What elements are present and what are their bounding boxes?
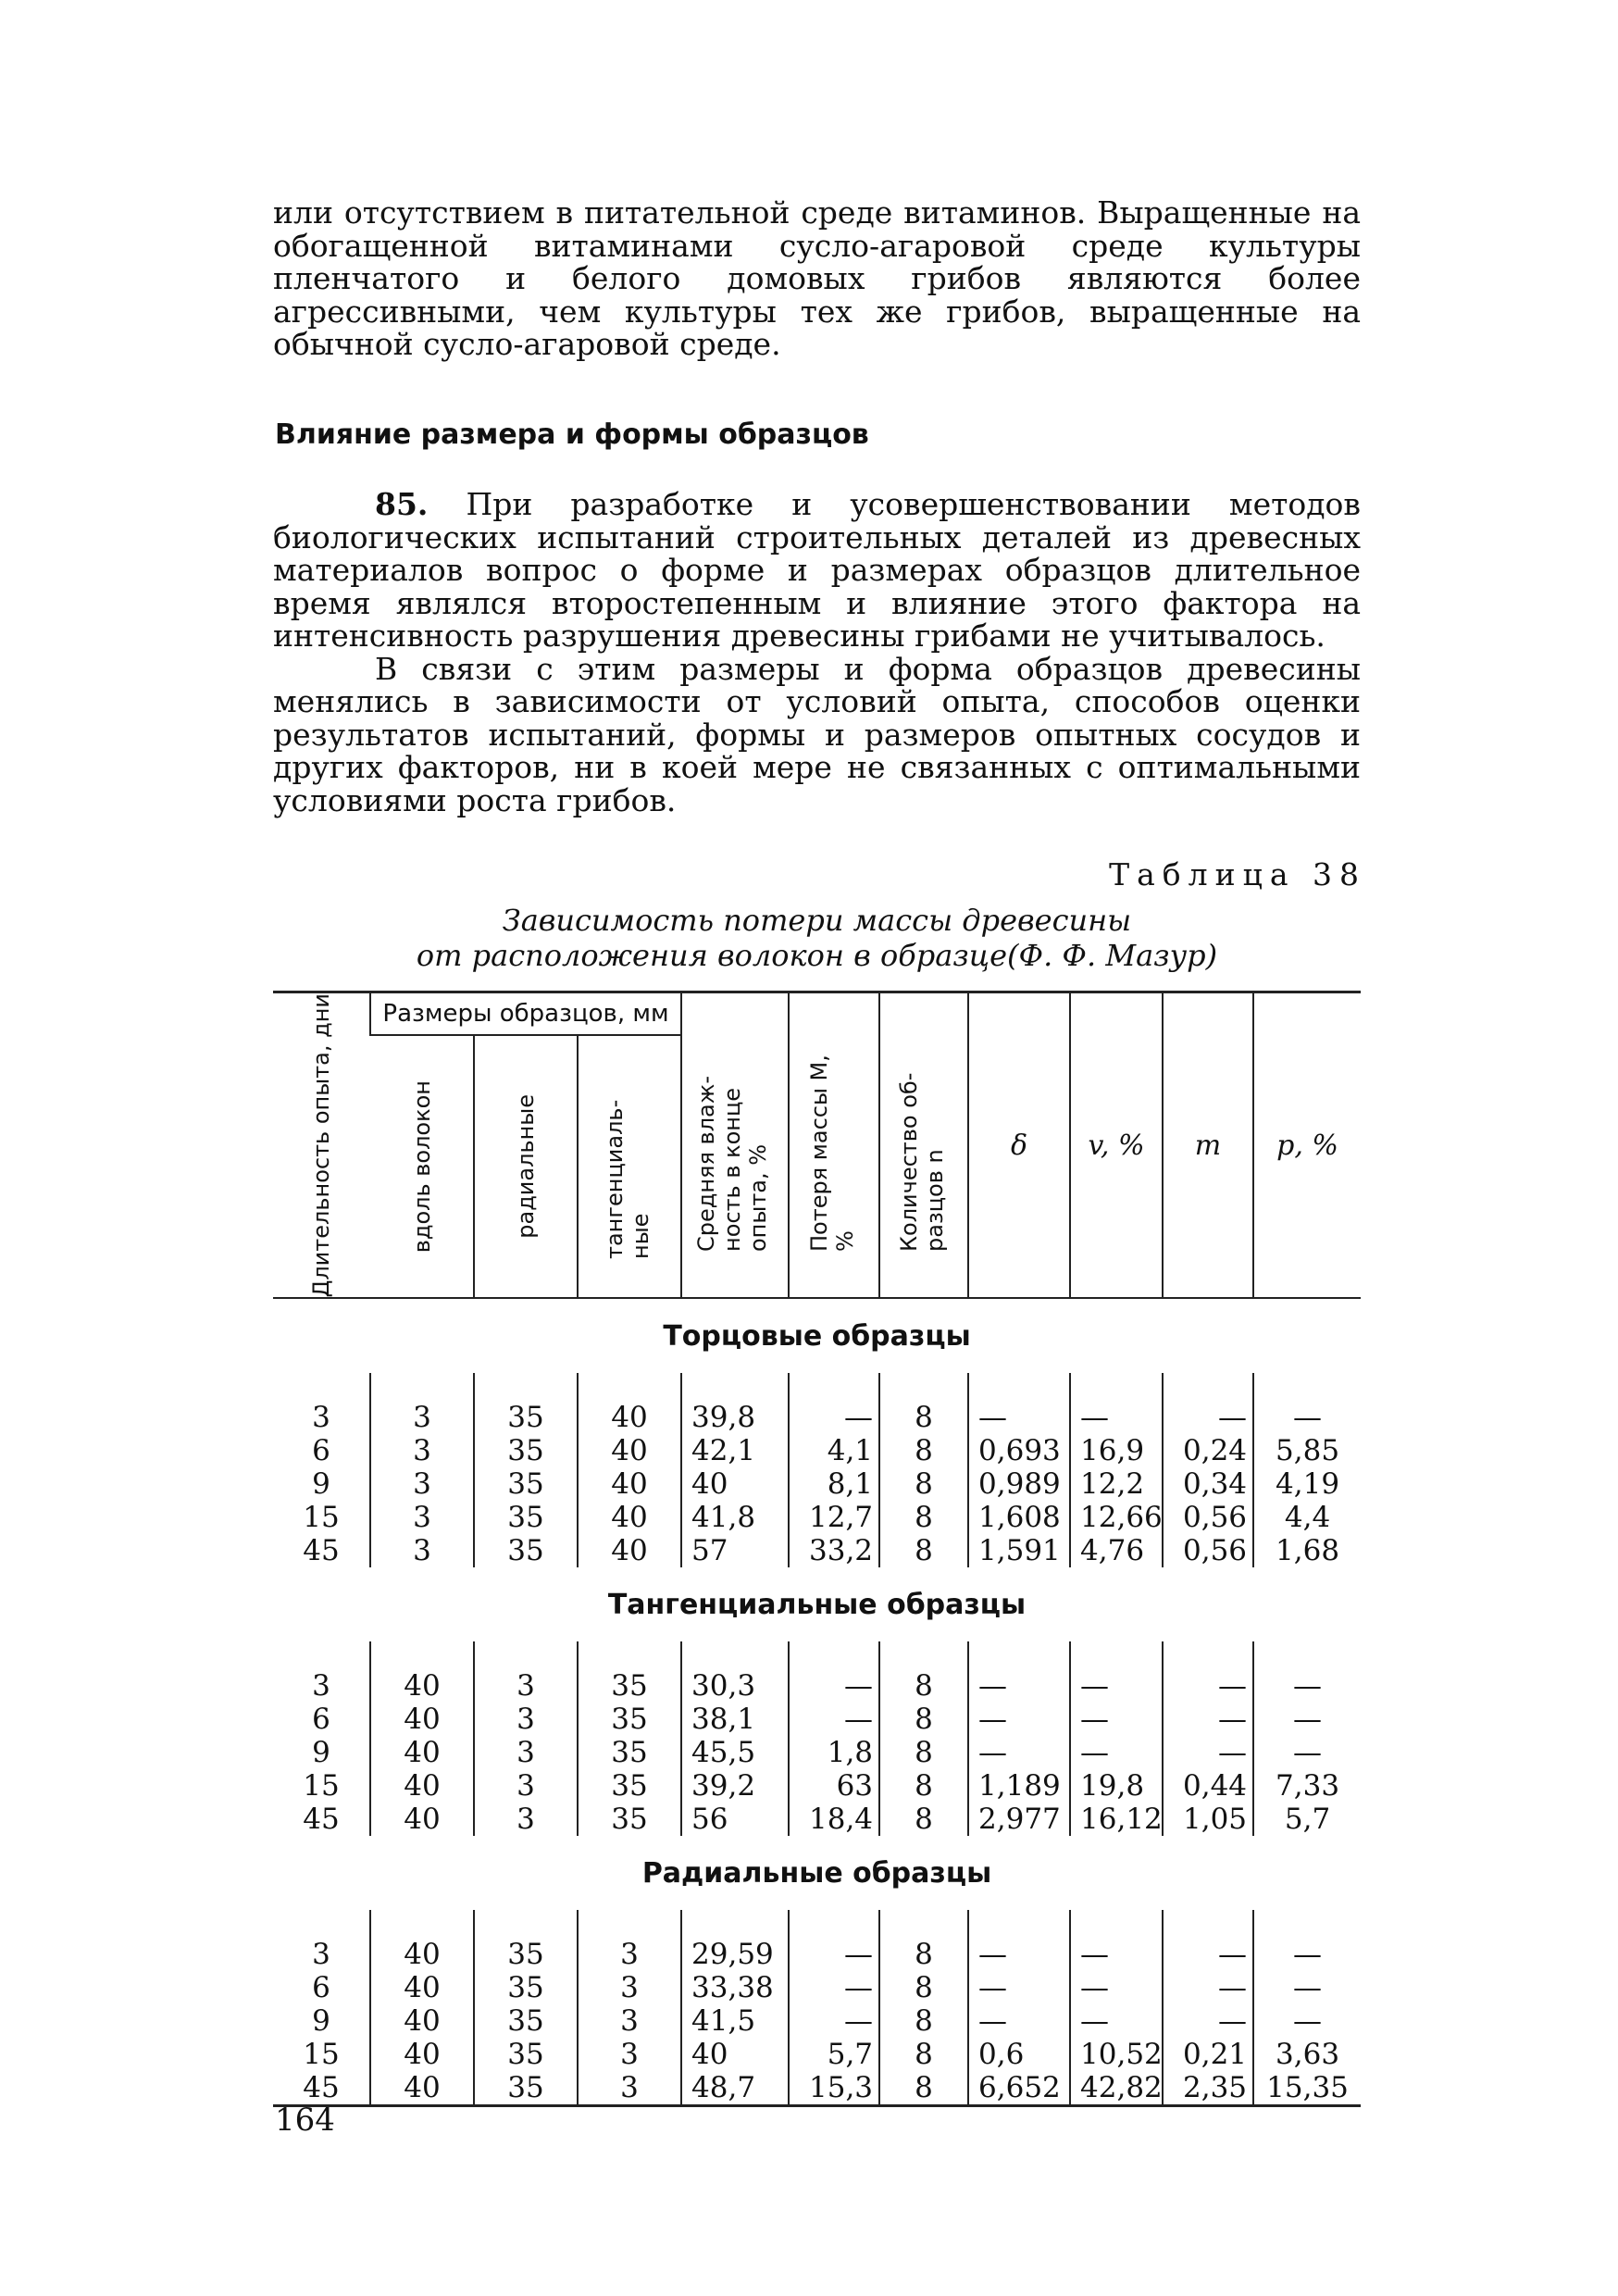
table-cell: 0,6 <box>968 2038 1070 2071</box>
spacer-cell <box>879 1910 968 1938</box>
table-cell: 9 <box>312 1467 330 1502</box>
table-cell: — <box>1070 1401 1163 1434</box>
data-table <box>273 991 1361 2104</box>
table-cell: 8 <box>879 1938 968 1971</box>
table-cell: — <box>1253 2004 1361 2038</box>
table-cell: 3 <box>312 1401 330 1435</box>
table-cell: 3 <box>578 2004 681 2038</box>
table-cell: 7,33 <box>1253 1769 1361 1803</box>
table-cell: 38,1 <box>681 1703 789 1736</box>
header-duration: Длительность опыта, дни <box>273 992 370 1299</box>
spacer-cell <box>1070 1373 1163 1401</box>
table-cell: 9 <box>312 2004 330 2039</box>
spacer-cell <box>1253 1910 1361 1938</box>
table-cell: 8 <box>879 1971 968 2004</box>
table-cell: — <box>789 1669 879 1703</box>
table-cell: 1,05 <box>1163 1803 1253 1836</box>
spacer-cell <box>578 1641 681 1669</box>
table-cell: 8,1 <box>789 1467 879 1501</box>
caption-line: от расположения волокон в образце(Ф. Ф. Мазур) <box>416 938 1218 973</box>
table-cell: 35 <box>474 1971 578 2004</box>
section-heading: Влияние размера и формы образцов <box>275 418 869 451</box>
table-cell: 1,8 <box>789 1736 879 1769</box>
table-cell: 1,608 <box>968 1501 1070 1534</box>
table-cell: — <box>1253 1736 1361 1769</box>
table-cell: 40 <box>578 1401 681 1434</box>
table-cell: 45 <box>303 1803 340 1837</box>
table-cell: 30,3 <box>681 1669 789 1703</box>
table-cell: 8 <box>879 1534 968 1567</box>
table-cell: — <box>1253 1703 1361 1736</box>
table-cell: 41,8 <box>681 1501 789 1534</box>
table-cell: 6 <box>312 1703 330 1737</box>
table-cell: 40 <box>370 1938 474 1971</box>
table-cell: 40 <box>681 2038 789 2071</box>
spacer-cell <box>879 1373 968 1401</box>
table-row <box>273 1534 1361 1567</box>
table-cell: 40 <box>681 1467 789 1501</box>
table-cell: — <box>1163 1703 1253 1736</box>
table-cell: 15 <box>303 1501 340 1535</box>
table-label: Таблица 38 <box>1109 856 1366 892</box>
section-title: Радиальные образцы <box>641 1856 992 1890</box>
table-cell: 3 <box>370 1501 474 1534</box>
table-cell: 35 <box>578 1803 681 1836</box>
table-cell: — <box>789 1971 879 2004</box>
table-cell: 15,3 <box>789 2071 879 2104</box>
table-cell: 3 <box>312 1938 330 1972</box>
table-cell: 3 <box>578 2038 681 2071</box>
table-cell: — <box>968 2004 1070 2038</box>
table-cell: 1,591 <box>968 1534 1070 1567</box>
spacer-cell <box>681 1641 789 1669</box>
table-cell: 40 <box>370 1736 474 1769</box>
header-radial: радиальные <box>474 1035 578 1298</box>
table-cell: 9 <box>312 1736 330 1770</box>
table-cell: 12,7 <box>789 1501 879 1534</box>
table-cell: 18,4 <box>789 1803 879 1836</box>
table-row <box>273 1501 1361 1534</box>
header-m: m <box>1163 992 1253 1299</box>
table-cell: 4,76 <box>1070 1534 1163 1567</box>
table-cell: — <box>1163 2004 1253 2038</box>
table-cell: 8 <box>879 2038 968 2071</box>
header-sizes-group: Размеры образцов, мм <box>370 992 681 1036</box>
data-table-container <box>273 991 1361 2107</box>
table-cell: 15,35 <box>1253 2071 1361 2104</box>
table-cell: 33,2 <box>789 1534 879 1567</box>
table-cell: 3 <box>578 1971 681 2004</box>
section-spacer <box>273 1641 1361 1669</box>
table-cell: 8 <box>879 1769 968 1803</box>
table-cell: 35 <box>474 2071 578 2104</box>
table-cell: 35 <box>474 1401 578 1434</box>
header-count: Количество об-разцов n <box>879 992 968 1299</box>
spacer-cell <box>474 1910 578 1938</box>
table-cell: 3 <box>474 1736 578 1769</box>
table-cell: 3 <box>474 1669 578 1703</box>
table-cell: 10,52 <box>1070 2038 1163 2071</box>
table-cell: — <box>789 1703 879 1736</box>
table-row <box>273 2004 1361 2038</box>
table-row <box>273 1467 1361 1501</box>
section-title: Тангенциальные образцы <box>607 1588 1027 1621</box>
table-row <box>273 1803 1361 1836</box>
table-cell: 35 <box>474 2004 578 2038</box>
table-cell: 2,977 <box>968 1803 1070 1836</box>
table-cell: — <box>1070 1669 1163 1703</box>
continued-paragraph <box>273 196 1361 361</box>
table-cell: 6 <box>312 1971 330 2005</box>
table-cell: 40 <box>578 1534 681 1567</box>
table-cell: 8 <box>879 1401 968 1434</box>
table-cell: 12,66 <box>1070 1501 1163 1534</box>
header-delta: δ <box>968 992 1070 1299</box>
table-cell: — <box>1163 1971 1253 2004</box>
table-cell: — <box>968 1401 1070 1434</box>
section-title: Торцовые образцы <box>663 1319 971 1353</box>
table-row <box>273 1434 1361 1467</box>
header-mass-loss: Потеря массы М, % <box>789 992 879 1299</box>
table-cell: 15 <box>303 2038 340 2072</box>
table-cell: — <box>789 2004 879 2038</box>
table-cell: — <box>968 1703 1070 1736</box>
table-cell: 57 <box>681 1534 789 1567</box>
table-row <box>273 1971 1361 2004</box>
spacer-cell <box>789 1641 879 1669</box>
table-cell: 40 <box>370 1803 474 1836</box>
table-cell: 35 <box>474 1467 578 1501</box>
table-cell: 40 <box>370 2004 474 2038</box>
table-cell: 35 <box>474 1501 578 1534</box>
table-cell: 5,7 <box>789 2038 879 2071</box>
table-cell: — <box>789 1938 879 1971</box>
spacer-cell <box>1163 1641 1253 1669</box>
table-cell: 3 <box>578 1938 681 1971</box>
table-cell: 3 <box>370 1401 474 1434</box>
table-cell: 42,82 <box>1070 2071 1163 2104</box>
table-cell: 8 <box>879 2004 968 2038</box>
spacer-cell <box>1163 1910 1253 1938</box>
spacer-cell <box>1070 1910 1163 1938</box>
table-cell: — <box>1163 1669 1253 1703</box>
table-row <box>273 1401 1361 1434</box>
table-cell: — <box>1070 1703 1163 1736</box>
table-cell: — <box>1070 2004 1163 2038</box>
table-row <box>273 1938 1361 1971</box>
spacer-cell <box>879 1641 968 1669</box>
table-cell: 2,35 <box>1163 2071 1253 2104</box>
table-cell: 6,652 <box>968 2071 1070 2104</box>
table-cell: 33,38 <box>681 1971 789 2004</box>
section-title-row <box>273 1298 1361 1373</box>
paragraph-text: В связи с этим размеры и форма образцов древесины менялись в зависимости от условий опыта, способов оценки результатов испытаний, формы и размеров опытных сосудов и других факторов, ни в коей мере не связанных с оптимальными условиями роста грибов. <box>273 650 1361 818</box>
table-cell: 3 <box>312 1669 330 1703</box>
spacer-cell <box>474 1641 578 1669</box>
table-cell: 8 <box>879 1803 968 1836</box>
table-cell: 3 <box>474 1703 578 1736</box>
table-cell: — <box>1253 1971 1361 2004</box>
section-title-row <box>273 1836 1361 1910</box>
table-cell: 16,9 <box>1070 1434 1163 1467</box>
spacer-cell <box>1253 1641 1361 1669</box>
table-cell: 39,2 <box>681 1769 789 1803</box>
table-body <box>273 1298 1361 2104</box>
spacer-cell <box>968 1910 1070 1938</box>
table-cell: 6 <box>312 1434 330 1468</box>
table-cell: 40 <box>370 2071 474 2104</box>
table-cell: 5,85 <box>1253 1434 1361 1467</box>
table-cell: 1,189 <box>968 1769 1070 1803</box>
table-cell: 35 <box>578 1669 681 1703</box>
spacer-cell <box>273 1373 370 1401</box>
table-cell: 40 <box>370 1669 474 1703</box>
table-cell: 40 <box>370 2038 474 2071</box>
table-cell: 35 <box>474 1938 578 1971</box>
paragraph-text: При разработке и усовершенствовании методов биологических испытаний строительных деталей из древесных материалов вопрос о форме и размерах образцов длительное время являлся второстепенным и влияние этого фактора на интенсивность разрушения древесины грибами не учитывалось. <box>273 486 1361 654</box>
paragraph-85 <box>273 488 1361 817</box>
table-cell: 3 <box>370 1534 474 1567</box>
table-cell: 8 <box>879 2071 968 2104</box>
table-bottom-rule <box>273 2104 1361 2107</box>
table-cell: 4,4 <box>1253 1501 1361 1534</box>
header-v: v, % <box>1070 992 1163 1299</box>
table-cell: 3 <box>370 1467 474 1501</box>
caption-line: Зависимость потери массы древесины <box>502 903 1132 938</box>
table-cell: 35 <box>578 1769 681 1803</box>
table-cell: 8 <box>879 1669 968 1703</box>
table-row <box>273 1736 1361 1769</box>
table-cell: — <box>968 1736 1070 1769</box>
table-cell: — <box>789 1401 879 1434</box>
table-cell: 0,24 <box>1163 1434 1253 1467</box>
table-cell: 29,59 <box>681 1938 789 1971</box>
section-title-row <box>273 1567 1361 1641</box>
table-cell: — <box>968 1971 1070 2004</box>
table-cell: 8 <box>879 1703 968 1736</box>
table-cell: 39,8 <box>681 1401 789 1434</box>
table-cell: 8 <box>879 1501 968 1534</box>
header-tangential: тангенциаль-ные <box>578 1035 681 1298</box>
table-cell: 40 <box>578 1501 681 1534</box>
spacer-cell <box>370 1373 474 1401</box>
table-cell: 40 <box>370 1703 474 1736</box>
table-cell: 3 <box>578 2071 681 2104</box>
spacer-cell <box>474 1373 578 1401</box>
spacer-cell <box>968 1373 1070 1401</box>
table-cell: 45,5 <box>681 1736 789 1769</box>
section-spacer <box>273 1910 1361 1938</box>
table-cell: — <box>1070 1971 1163 2004</box>
table-cell: 40 <box>370 1769 474 1803</box>
table-cell: 41,5 <box>681 2004 789 2038</box>
section-spacer <box>273 1373 1361 1401</box>
paragraph-number: 85. <box>375 486 429 522</box>
header-along-fibers: вдоль волокон <box>370 1035 474 1298</box>
spacer-cell <box>273 1641 370 1669</box>
spacer-cell <box>789 1910 879 1938</box>
table-cell: 63 <box>789 1769 879 1803</box>
table-cell: 1,68 <box>1253 1534 1361 1567</box>
table-row <box>273 2038 1361 2071</box>
table-cell: 8 <box>879 1467 968 1501</box>
spacer-cell <box>370 1910 474 1938</box>
table-cell: — <box>1163 1736 1253 1769</box>
table-cell: 0,34 <box>1163 1467 1253 1501</box>
spacer-cell <box>681 1373 789 1401</box>
table-row <box>273 2071 1361 2104</box>
table-cell: 8 <box>879 1434 968 1467</box>
table-cell: — <box>1253 1938 1361 1971</box>
table-cell: 4,19 <box>1253 1467 1361 1501</box>
table-cell: 35 <box>578 1736 681 1769</box>
table-cell: — <box>1163 1938 1253 1971</box>
table-cell: 0,693 <box>968 1434 1070 1467</box>
table-cell: 40 <box>578 1434 681 1467</box>
table-cell: 35 <box>578 1703 681 1736</box>
spacer-cell <box>681 1910 789 1938</box>
table-cell: 5,7 <box>1253 1803 1361 1836</box>
table-cell: — <box>1253 1669 1361 1703</box>
table-cell: 0,989 <box>968 1467 1070 1501</box>
table-cell: — <box>1253 1401 1361 1434</box>
spacer-cell <box>789 1373 879 1401</box>
table-cell: 35 <box>474 2038 578 2071</box>
table-cell: — <box>1163 1401 1253 1434</box>
table-cell: 0,44 <box>1163 1769 1253 1803</box>
table-cell: — <box>968 1669 1070 1703</box>
spacer-cell <box>1163 1373 1253 1401</box>
table-cell: 48,7 <box>681 2071 789 2104</box>
table-cell: 3 <box>474 1769 578 1803</box>
table-row <box>273 1769 1361 1803</box>
page-number: 164 <box>275 2102 335 2139</box>
table-cell: 15 <box>303 1769 340 1803</box>
table-cell: 45 <box>303 2071 340 2105</box>
table-cell: 40 <box>370 1971 474 2004</box>
table-cell: 16,12 <box>1070 1803 1163 1836</box>
table-cell: 35 <box>474 1434 578 1467</box>
table-cell: 56 <box>681 1803 789 1836</box>
table-cell: 0,21 <box>1163 2038 1253 2071</box>
table-cell: 3 <box>370 1434 474 1467</box>
spacer-cell <box>370 1641 474 1669</box>
spacer-cell <box>968 1641 1070 1669</box>
table-cell: 0,56 <box>1163 1501 1253 1534</box>
table-cell: 3,63 <box>1253 2038 1361 2071</box>
table-cell: — <box>968 1938 1070 1971</box>
paragraph-text: или отсутствием в питательной среде витаминов. Выращенные на обогащенной витаминами сусло-агаровой среде культуры пленчатого и белого домовых грибов являются более агрессивными, чем культуры тех же грибов, выращенные на обычной сусло-агаровой среде. <box>273 194 1361 362</box>
header-moisture: Средняя влаж-ность в конце опыта, % <box>681 992 789 1299</box>
table-cell: — <box>1070 1938 1163 1971</box>
table-cell: 19,8 <box>1070 1769 1163 1803</box>
spacer-cell <box>578 1910 681 1938</box>
table-cell: 45 <box>303 1534 340 1568</box>
table-cell: 3 <box>474 1803 578 1836</box>
table-cell: 42,1 <box>681 1434 789 1467</box>
table-cell: 12,2 <box>1070 1467 1163 1501</box>
header-p: p, % <box>1253 992 1361 1299</box>
table-cell: 0,56 <box>1163 1534 1253 1567</box>
table-cell: 40 <box>578 1467 681 1501</box>
spacer-cell <box>1070 1641 1163 1669</box>
table-cell: 35 <box>474 1534 578 1567</box>
spacer-cell <box>578 1373 681 1401</box>
table-cell: 4,1 <box>789 1434 879 1467</box>
spacer-cell <box>1253 1373 1361 1401</box>
table-caption <box>273 903 1361 973</box>
table-cell: 8 <box>879 1736 968 1769</box>
table-row <box>273 1703 1361 1736</box>
table-cell: — <box>1070 1736 1163 1769</box>
table-row <box>273 1669 1361 1703</box>
spacer-cell <box>273 1910 370 1938</box>
